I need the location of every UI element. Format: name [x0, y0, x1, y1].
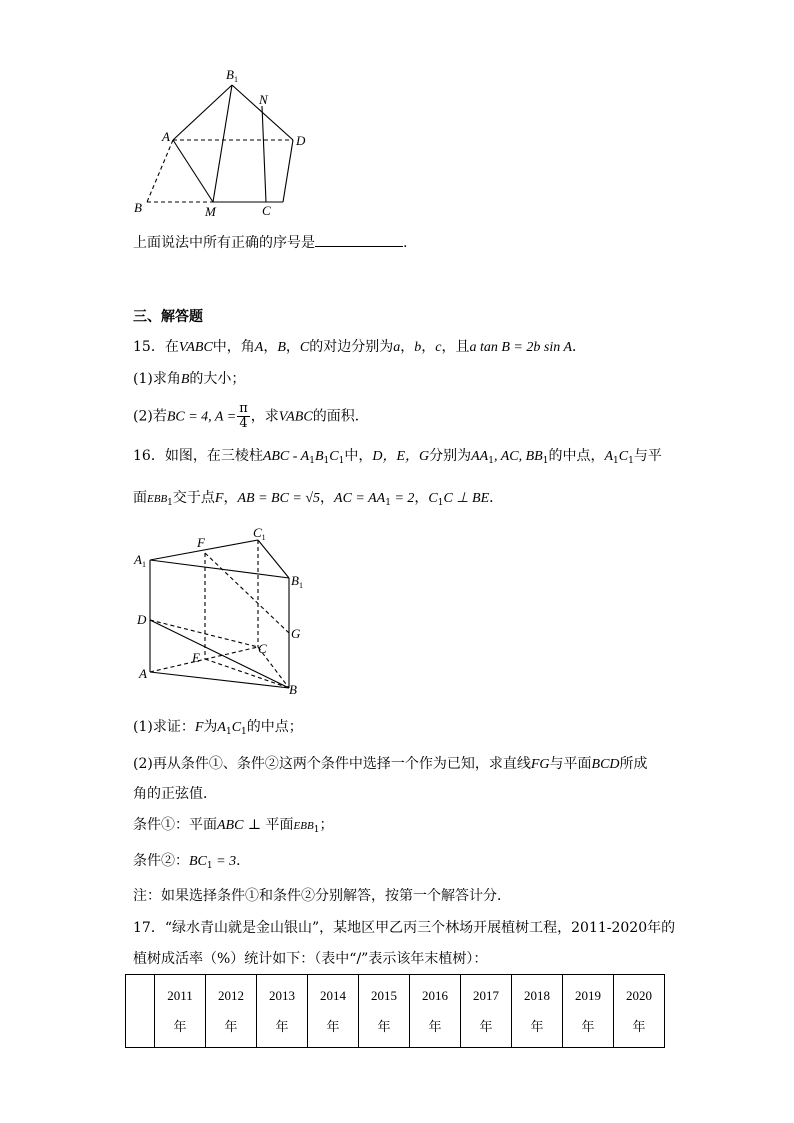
year-cell: 2018 年 [512, 975, 563, 1048]
q16-part2-line1: (2)再从条件①、条件②这两个条件中选择一个作为已知，求直线FG与平面BCD所成 [133, 756, 648, 772]
year-cell: 2011 年 [155, 975, 206, 1048]
year-cell: 2013 年 [257, 975, 308, 1048]
label-A1: $A_1$ [134, 552, 146, 569]
table-corner-cell [126, 975, 155, 1048]
q15-stem: 15．在VABC中，角A，B，C的对边分别为a，b，c，且a tan B = 2b sin A． [133, 339, 587, 355]
pi-over-4: $\frac{\pi}{4}$ [239, 401, 248, 431]
label-F: F [197, 535, 205, 550]
year-cell: 2016 年 [410, 975, 461, 1048]
year-cell: 2015 年 [359, 975, 410, 1048]
label-D: D [137, 612, 147, 627]
year-cell: 2014 年 [308, 975, 359, 1048]
year-cell: 2019 年 [563, 975, 614, 1048]
figure-1 [125, 62, 325, 222]
q15-part2: (2)若BC = 4, A = $\frac{\pi}{4}$ ，求VABC的面积． [133, 401, 369, 431]
q16-condition1: 条件①：平面ABC ⊥ 平面$EBB_1$； [133, 817, 334, 835]
label-G: G [291, 626, 301, 641]
label-B: B [134, 200, 142, 215]
q16-stem-line2: 面$EBB_1$交于点F，AB = BC = √5，AC = $AA_1 = 2$，$C_1C$ ⊥ BE． [133, 490, 504, 508]
q16-stem-line1: 16．如图，在三棱柱ABC - $A_1B_1C_1$中，D，E，G分别为$AA_1$, AC, $BB_1$的中点，$A_1C_1$与平 [133, 448, 662, 466]
label-A: A [139, 666, 147, 681]
survival-rate-table [125, 974, 665, 1048]
year-cell: 2020 年 [614, 975, 665, 1048]
q15-part1: (1)求角B的大小； [133, 371, 246, 387]
year-cell: 2012 年 [206, 975, 257, 1048]
label-C: C [258, 641, 267, 656]
label-B: B [289, 682, 297, 697]
q17-stem-line2: 植树成活率（%）统计如下：（表中“/”表示该年末植树）： [133, 951, 488, 967]
label-C: C [262, 203, 271, 218]
q17-stem-line1: 17．“绿水青山就是金山银山”，某地区甲乙丙三个林场开展植树工程，2011-2020年的 [133, 920, 676, 936]
q16-part1: (1)求证：F为$A_1C_1$的中点； [133, 719, 303, 737]
table-header-row [126, 975, 665, 1048]
answer-blank[interactable] [315, 232, 403, 247]
label-N: N [259, 92, 268, 107]
label-B1: $B_1$ [226, 67, 238, 84]
label-M: M [205, 204, 216, 219]
label-C1: $C_1$ [253, 525, 266, 542]
label-E: E [192, 650, 200, 665]
q16-condition2: 条件②：$BC_1 = 3$． [133, 853, 251, 871]
section-title: 三、解答题 [133, 309, 203, 325]
label-D: D [296, 133, 306, 148]
figure-2 [125, 522, 325, 702]
label-B1: $B_1$ [291, 573, 303, 590]
q14-answer-line: 上面说法中所有正确的序号是 . [133, 232, 407, 253]
q16-note: 注：如果选择条件①和条件②分别解答，按第一个解答计分． [133, 888, 511, 904]
q16-part2-line2: 角的正弦值． [133, 786, 217, 802]
year-cell: 2017 年 [461, 975, 512, 1048]
label-A: A [162, 129, 170, 144]
